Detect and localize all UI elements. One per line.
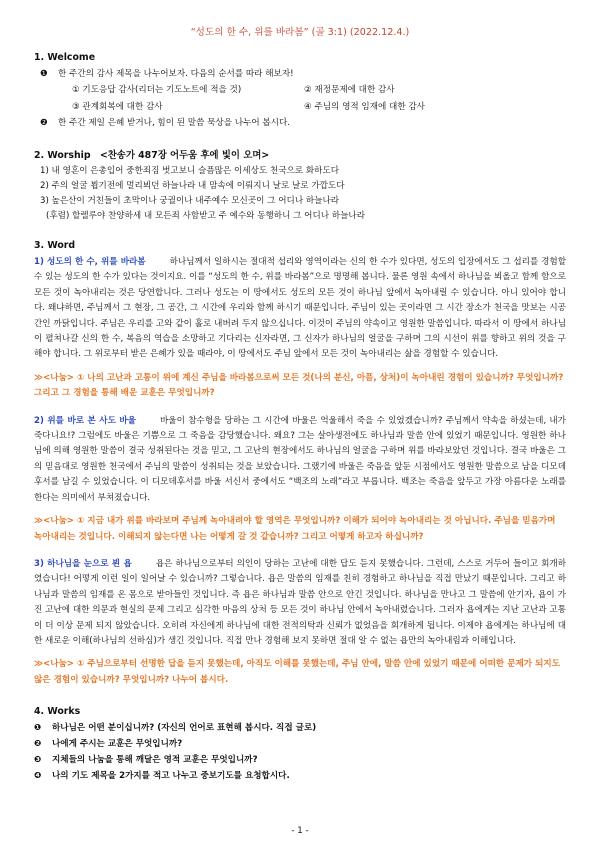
welcome-item-2-text: 한 주간 제일 은혜 받거나, 힘이 된 말씀 묵상을 나누어 봅시다. xyxy=(58,118,291,128)
welcome-heading: 1. Welcome xyxy=(34,52,96,63)
worship-line: 2) 주의 얼굴 뵙기전에 멀리뵈던 하늘나라 내 맘속에 이뤄지니 날로 날로 가깝도다 xyxy=(40,181,345,191)
welcome-item-1-text: 한 주간의 감사 제목을 나누어보자. 다음의 순서를 따라 해보자! xyxy=(58,69,294,79)
worship-heading: 2. Worship xyxy=(34,150,91,161)
works-item xyxy=(34,768,566,784)
share-question: ≫<나눔> ① 주님으로부터 선명한 답을 듣지 못했는데, 아직도 이해를 못했는데, 주님 안에, 말씀 안에 있었기 때문에 어떠한 문제가 되지도 않은 경험이 있습니까? 무엇입니까? 나누어 봅시다. xyxy=(34,659,561,685)
section-title: 2) 위를 바로 본 사도 바울 xyxy=(34,415,136,426)
bullet: ❹ xyxy=(34,771,42,782)
works-item xyxy=(34,736,566,752)
share-question: ≫<나눔> ① 나의 고난과 고통이 위에 계신 주님을 바라봄으로써 모든 것(나의 분신, 아픔, 상처)이 녹아내린 경험이 있습니까? 무엇입니까? 그리고 그 경험을 통해 배운 교훈은 무엇입니까? xyxy=(34,372,564,399)
welcome-item-2 xyxy=(40,116,566,131)
works-item-text: 나의 기도 제목을 2가지를 적고 나누고 중보기도를 요청합시다. xyxy=(52,771,290,782)
works-section xyxy=(34,706,566,784)
word-section-3 xyxy=(34,557,566,649)
worship-line: 1) 내 영혼이 은총입어 중한죄짐 벗고보니 슬픔많은 이세상도 천국으로 화하도다 xyxy=(40,166,340,176)
works-item-text: 하나님은 어떤 분이십니까? (자신의 언어로 표현해 봅시다. 직접 글로) xyxy=(52,723,317,734)
welcome-sub-row-1 xyxy=(72,82,566,99)
welcome-item-1 xyxy=(40,67,566,82)
bullet-1: ❶ xyxy=(40,69,48,79)
works-item xyxy=(34,720,566,736)
bullet: ❶ xyxy=(34,723,42,734)
section-title: 1) 성도의 한 수, 위를 바라봄 xyxy=(34,257,146,267)
welcome-sub-3: ③ 관계회복에 대한 감사 xyxy=(72,102,163,112)
word-section-2 xyxy=(34,414,566,506)
section-body: 하나님께서 일하시는 절대적 섭리와 영역이라는 신의 한 수가 있다면, 성도의 입장에서도 그 섭리를 경험할 수 있는 성도의 한 수가 있다는 것이지요. 이를 “성도의 한 수, 위를 바라봄”으로 명명해 봅니다. 물론 영원 속에서 하나님을 뵈올고 함께 함으로 모든 것이 녹아내리는 것은 당연합니다. 그러나 성도는 이 땅에서도 성도의 모든 것이 하나님 앞에서 녹아내릴 수 있습니다. 아니 있어야 합니다. 왜냐하면, 주님께서 그 현장, 그 공간, 그 시간에 우리와 함께 하시기 때문입니다. 주님이 있는 곳이라면 그 시간 장소가 천국을 맛보는 시공간인 까닭입니다. 주님은 우리를 고와 같이 홀로 내버려 두지 않으십니다. 이것이 주님의 약속이고 영원한 말씀입니다. 따라서 이 땅에서 하나님이 펼쳐나갈 신의 한 수, 복음의 역습을 소망하고 기다리는 신자라면, 그 신자가 하나님의 얼굴을 구하며 그의 시선이 위를 향하고 위의 것을 구해야 합니다. 그 위로부터 받은 은혜가 있을 때라야, 이 땅에서도 주님 앞에서 모든 것이 녹아내리는 삶을 경험할 수 있습니다. xyxy=(34,257,566,360)
worship-heading-row xyxy=(34,147,566,161)
document-title: “성도의 한 수, 위를 바라봄” (골 3:1) (2022.12.4.) xyxy=(190,27,410,38)
bullet: ❸ xyxy=(34,755,42,766)
page-number: - 1 - xyxy=(291,826,309,836)
worship-line: 3) 높은산이 거친들이 초막이나 궁궐이나 내주예수 모신곳이 그 어디나 하늘나라 xyxy=(40,196,340,206)
welcome-sub-2: ② 재정문제에 대한 감사 xyxy=(304,85,395,95)
section-body: 바울이 참수형을 당하는 그 시간에 바울은 억울해서 죽을 수 있었겠습니까? 주님께서 약속을 하셨는데, 내가 죽다니요!? 그럼에도 바울은 기쁨으로 그 죽음을 감당했습니다. 왜요? 그는 살아생전에도 하나님과 말씀 안에 있었기 때문입니다. 영원한 하나님에 의해 영원한 말씀이 결국 성취된다는 것을 믿고, 그 고난의 현장에서도 하나님의 얼굴을 구하며 위를 바라보았던 것입니다. 결국 바울은 그의 믿음대로 영원한 천국에서 주님의 말씀이 성취되는 것을 보았습니다. 그랬기에 바울은 죽음을 앞둔 시점에서도 영원한 말씀으로 남을 디모데후서를 남길 수 있었습니다. 이 디모데후서를 바울 서신서 중에서도 “백조의 노래”라고 부릅니다. 백조는 죽음을 앞두고 가장 아름다운 노래를 한다는 의미에서 부쳐졌습니다. xyxy=(34,415,566,503)
worship-line: (후렴) 할렐루야 찬양하세 내 모든죄 사함받고 주 예수와 동행하니 그 어디나 하늘나라 xyxy=(46,211,366,221)
section-title: 3) 하나님을 눈으로 뵌 욥 xyxy=(34,558,132,569)
word-heading: 3. Word xyxy=(34,240,76,251)
welcome-sub-1: ① 기도응답 감사(리더는 기도노트에 적을 것) xyxy=(72,85,242,95)
bullet-2: ❷ xyxy=(40,118,48,128)
works-heading: 4. Works xyxy=(34,706,81,718)
hymn-title: <찬송가 487장 어두움 후에 빛이 오며> xyxy=(99,150,270,161)
works-item-text: 지체들의 나눔을 통해 깨달은 영적 교훈은 무엇입니까? xyxy=(52,755,258,766)
share-question: ≫<나눔> ① 지금 내가 위를 바라보며 주님께 녹아내려야 할 영역은 무엇입니까? 이해가 되어야 녹아내리는 것 아닙니다. 주님을 믿음가며 녹아내리는 것입니다. 이해되지 않는다면 나는 어떻게 갈 것 같습니까? 그리고 어떻게 하고자 하십니까? xyxy=(34,516,556,542)
works-item-text: 나에게 주시는 교훈은 무엇입니까? xyxy=(52,739,183,750)
welcome-sub-4: ④ 주님의 영적 임재에 대한 감사 xyxy=(304,102,425,112)
bullet: ❷ xyxy=(34,739,42,750)
welcome-sub-row-2 xyxy=(72,99,566,116)
section-body: 욥은 하나님으로부터 의인이 당하는 고난에 대한 답도 듣지 못했습니다. 그런데, 스스로 거두어 들이고 회개하였습니다! 어떻게 이런 일이 일어날 수 있습니까? 그렇습니다. 욥은 말씀의 임재를 친히 경험하고 하나님을 직접 만났기 때문입니다. 그리고 하나님과 말씀의 임재를 온 몸으로 받아들인 것입니다. 즉 욥은 하나님과 말씀 안으로 안긴 것입니다. 하나님을 만나고 그 말씀에 안기자, 욥이 가진 고난에 대한 의문과 현실의 문제 그리고 심각한 마음의 상처 등 모든 것이 하나님 안에서 녹아내렸습니다. 그러자 욥에게는 지난 고난과 고통이 더 이상 문제 되지 않았습니다. 오히려 자신에게 하나님에 대한 전적의탁과 신뢰가 없었음을 회개하게 됩니다. 이제야 욥에게는 하나님에 대한 새로운 이해(하나님의 선하심)가 생긴 것입니다. 직접 만나 경험해 보지 못하면 절대 알 수 없는 욥만의 녹아내림과 이해입니다. xyxy=(34,558,567,646)
works-item xyxy=(34,752,566,768)
word-section-1 xyxy=(34,255,566,363)
